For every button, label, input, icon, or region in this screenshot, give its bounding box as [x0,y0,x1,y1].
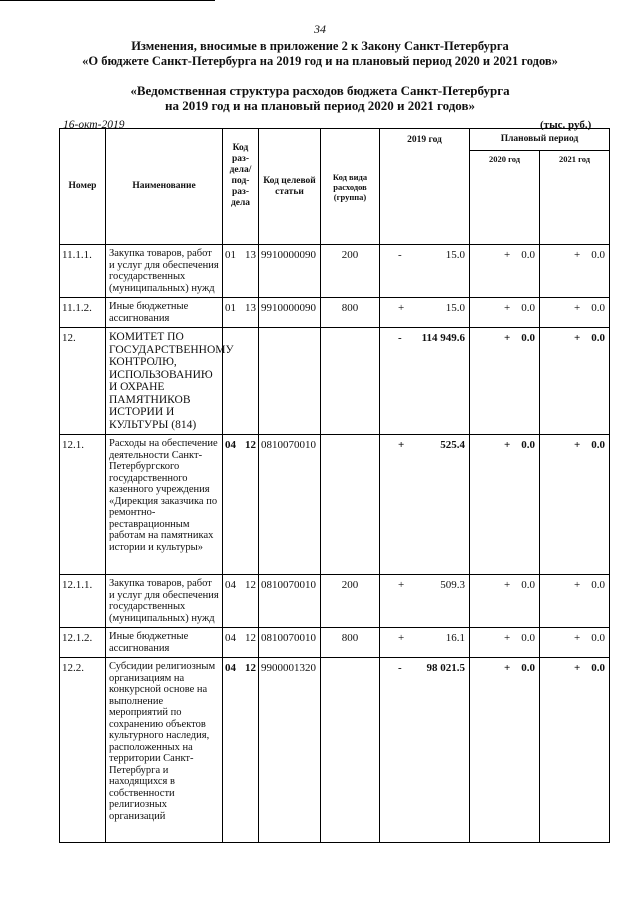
subsection-code: 12 [245,662,256,674]
header-planned-period: Плановый период [470,129,610,151]
value-amount: 0.0 [591,332,605,344]
section-code: 01 [225,302,236,314]
value-sign: + [504,579,511,591]
row-section-code [223,658,259,843]
table-row [60,328,610,435]
table-body [60,245,610,843]
value-amount: 509.3 [440,579,465,591]
value-amount: 98 021.5 [426,662,465,674]
heading-line: Изменения, вносимые в приложение 2 к Закону Санкт-Петербурга [131,39,509,53]
row-name: Закупка товаров, работ и услуг для обеспечения государственных (муниципальных) нужд [106,245,223,298]
header-2020: 2020 год [470,151,540,245]
row-2020-value [470,658,540,843]
value-sign: + [574,662,581,674]
units-label: (тыс. руб.) [540,119,592,131]
row-2021-value [540,298,610,328]
value-sign: + [504,332,511,344]
row-number: 11.1.1. [60,245,106,298]
subsection-code: 13 [245,249,256,261]
value-sign: + [574,302,581,314]
value-sign: + [574,249,581,261]
row-2019-value [380,575,470,628]
document-subheading [0,83,640,113]
row-section-code [223,298,259,328]
value-sign: + [574,332,581,344]
subsection-code: 12 [245,632,256,644]
row-number: 12. [60,328,106,435]
value-amount: 0.0 [521,302,535,314]
value-amount: 0.0 [591,302,605,314]
row-2020-value [470,245,540,298]
subsection-code: 13 [245,302,256,314]
row-2021-value [540,435,610,575]
header-2021: 2021 год [540,151,610,245]
value-sign: + [504,249,511,261]
row-target-code: 9910000090 [259,298,321,328]
value-sign: + [504,632,511,644]
subheading-line: «Ведомственная структура расходов бюджета Санкт-Петербурга [130,83,510,98]
value-amount: 114 949.6 [421,332,465,344]
row-target-code: 0810070010 [259,628,321,658]
row-target-code: 0810070010 [259,575,321,628]
header-name: Наименование [106,129,223,245]
row-section-code [223,575,259,628]
value-amount: 15.0 [445,302,465,314]
table-row [60,575,610,628]
row-expense-type: 200 [321,575,380,628]
value-amount: 0.0 [521,579,535,591]
value-sign: + [574,632,581,644]
row-2019-value [380,298,470,328]
row-number: 11.1.2. [60,298,106,328]
value-amount: 0.0 [591,632,605,644]
header-target-code: Код целевой статьи [259,129,321,245]
row-name: КОМИТЕТ ПО ГОСУДАРСТВЕННОМУ КОНТРОЛЮ, ИСПОЛЬЗОВАНИЮ И ОХРАНЕ ПАМЯТНИКОВ ИСТОРИИ И КУЛЬТУРЫ (814) [106,328,223,435]
row-number: 12.2. [60,658,106,843]
table-row [60,628,610,658]
value-sign: - [398,332,402,344]
section-code: 04 [225,439,236,451]
value-amount: 0.0 [591,662,605,674]
header-number: Номер [60,129,106,245]
value-sign: + [504,302,511,314]
page-number: 34 [314,22,326,36]
value-sign: - [398,662,402,674]
value-amount: 0.0 [521,332,535,344]
value-amount: 15.0 [445,249,465,261]
table-row [60,298,610,328]
row-expense-type [321,435,380,575]
row-2020-value [470,575,540,628]
value-sign: + [504,439,511,451]
row-section-code [223,245,259,298]
header-2019: 2019 год [380,129,470,245]
document-date: 16-окт-2019 [63,119,125,131]
row-expense-type [321,658,380,843]
row-2021-value [540,575,610,628]
table-row [60,658,610,843]
value-amount: 0.0 [591,439,605,451]
value-amount: 16.1 [445,632,465,644]
subsection-code: 12 [245,439,256,451]
value-sign: - [398,249,402,261]
top-rule [0,0,215,1]
value-amount: 525.4 [440,439,465,451]
section-code: 04 [225,662,236,674]
value-sign: + [398,302,405,314]
row-expense-type: 800 [321,628,380,658]
row-name: Иные бюджетные ассигнования [106,628,223,658]
header-expense-type-code: Код вида расходов (группа) [321,129,380,245]
table-row [60,245,610,298]
row-number: 12.1. [60,435,106,575]
value-amount: 0.0 [521,439,535,451]
section-code: 04 [225,579,236,591]
subsection-code: 12 [245,579,256,591]
budget-table [59,128,610,843]
heading-line: «О бюджете Санкт-Петербурга на 2019 год и на плановый период 2020 и 2021 годов» [82,54,558,68]
row-target-code: 0810070010 [259,435,321,575]
row-expense-type: 800 [321,298,380,328]
row-2020-value [470,328,540,435]
value-sign: + [574,579,581,591]
row-section-code [223,628,259,658]
row-2021-value [540,658,610,843]
section-code: 04 [225,632,236,644]
row-2019-value [380,328,470,435]
row-2020-value [470,435,540,575]
row-name: Расходы на обеспечение деятельности Санкт-Петербургского государственного казенного учреждения «Дирекция заказчика по ремонтно-реставрационным работам на памятниках истории и культуры» [106,435,223,575]
value-amount: 0.0 [521,662,535,674]
row-target-code: 9910000090 [259,245,321,298]
section-code: 01 [225,249,236,261]
document-heading [0,39,640,69]
row-2020-value [470,628,540,658]
row-2019-value [380,245,470,298]
row-2019-value [380,658,470,843]
row-name: Субсидии религиозным организациям на конкурсной основе на выполнение мероприятий по сохранению объектов культурного наследия, расположенных на территории Санкт-Петербурга и находящихся в собственности религиозных организаций [106,658,223,843]
header-section-code: Код раз- дела/ под- раз- дела [223,129,259,245]
row-number: 12.1.2. [60,628,106,658]
row-2021-value [540,245,610,298]
row-2019-value [380,435,470,575]
value-sign: + [574,439,581,451]
row-target-code [259,328,321,435]
row-2021-value [540,328,610,435]
value-sign: + [398,632,405,644]
row-name: Иные бюджетные ассигнования [106,298,223,328]
row-section-code [223,435,259,575]
value-sign: + [398,439,405,451]
row-name: Закупка товаров, работ и услуг для обеспечения государственных (муниципальных) нужд [106,575,223,628]
table-row [60,435,610,575]
row-number: 12.1.1. [60,575,106,628]
value-sign: + [398,579,405,591]
row-2019-value [380,628,470,658]
value-amount: 0.0 [591,249,605,261]
value-sign: + [504,662,511,674]
value-amount: 0.0 [521,632,535,644]
subheading-line: на 2019 год и на плановый период 2020 и 2021 годов» [164,98,475,113]
row-target-code: 9900001320 [259,658,321,843]
row-expense-type [321,328,380,435]
value-amount: 0.0 [521,249,535,261]
value-amount: 0.0 [591,579,605,591]
row-expense-type: 200 [321,245,380,298]
row-2020-value [470,298,540,328]
row-2021-value [540,628,610,658]
